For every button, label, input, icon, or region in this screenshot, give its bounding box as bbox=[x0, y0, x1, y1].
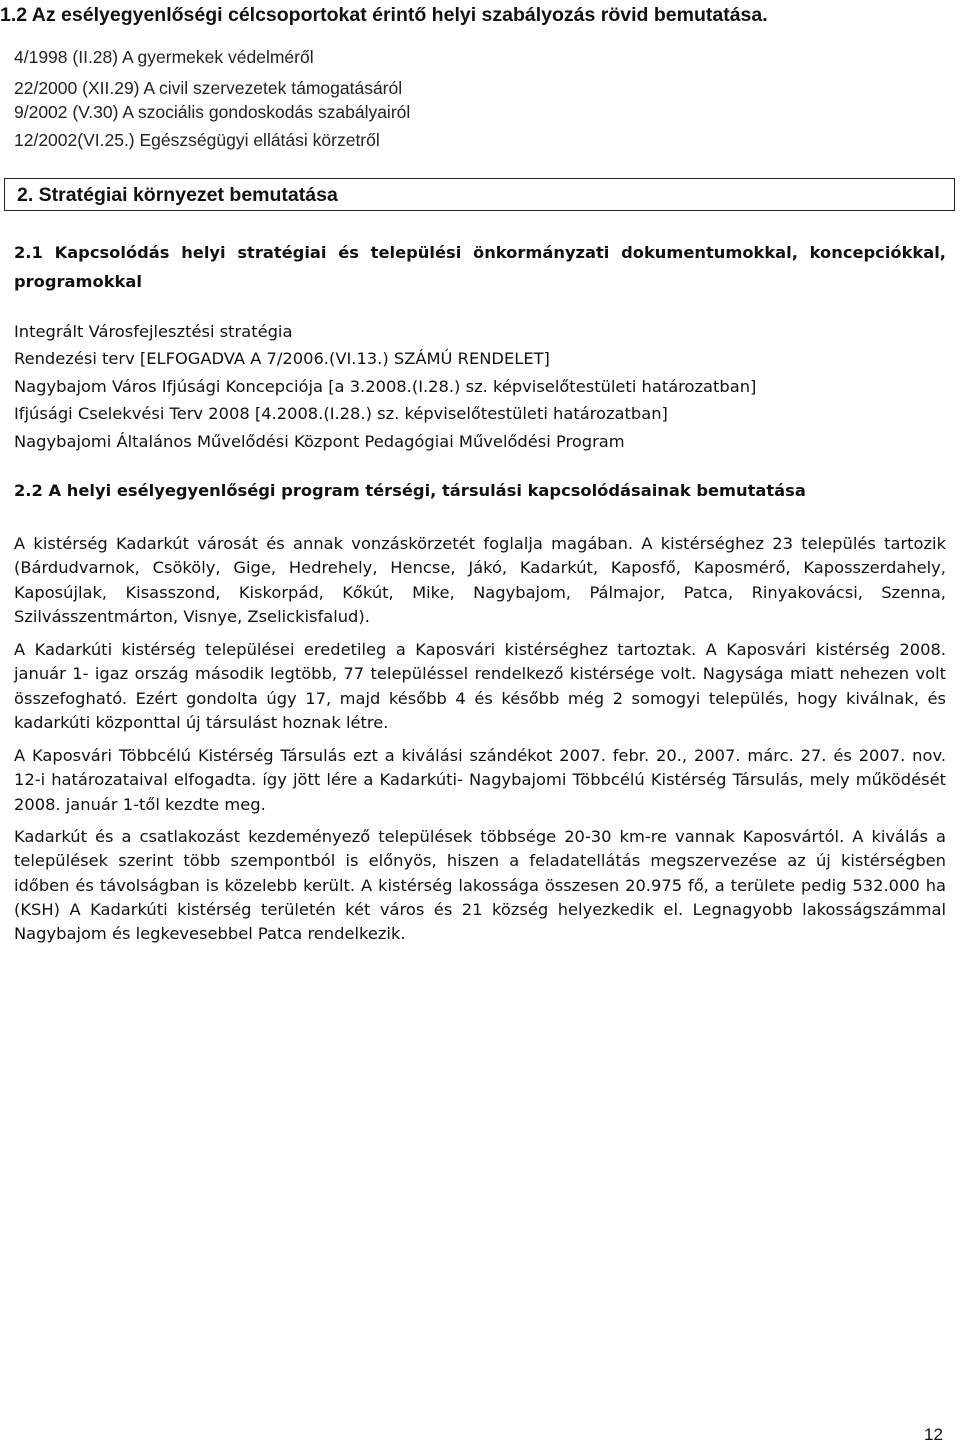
law-item: 9/2002 (V.30) A szociális gondoskodás szabályairól bbox=[14, 102, 411, 122]
body-paragraph: A kistérség Kadarkút városát és annak vonzáskörzetét foglalja magában. A kistérséghez 23 település tartozik (Bárdudvarnok, Csököly, Gige, Hedrehely, Hencse, Jákó, Kadarkút, Kaposfő, Kaposmérő, Kaposszerdahely, Kaposújlak, Kisasszond, Kiskorpád, Kőkút, Mike, Nagybajom, Pálmajor, Patca, Rinyakovácsi, Szenna, Szilvásszentmárton, Visnye, Zselickisfalud). bbox=[14, 534, 946, 626]
body-paragraph: Kadarkút és a csatlakozást kezdeményező települések többsége 20-30 km-re vannak Kaposvártól. A kiválás a települések szerint több szempontból is előnyös, hiszen a feladatellátás megszervezése az új kistérségben időben és távolságban is közelebb került. A kistérség lakossága összesen 20.975 fő, a területe pedig 532.000 ha (KSH) A Kadarkúti kistérség területén két város és 21 község helyezkedik el. Legnagyobb lakosságszámmal Nagybajom és legkevesebbel Patca rendelkezik. bbox=[14, 827, 946, 944]
body-paragraph: A Kadarkúti kistérség települései eredetileg a Kaposvári kistérséghez tartoztak. A Kaposvári kistérség 2008. január 1- igaz ország második legtöbb, 77 településsel rendelkező kistérsége volt. Nagysága miatt nehezen volt összefogható. Ezért gondolta úgy 17, majd később 4 és később még 2 somogyi település, hogy kiválnak, és kadarkúti központtal új társulást hoznak létre. bbox=[14, 640, 946, 732]
document-item: Nagybajomi Általános Művelődési Központ Pedagógiai Művelődési Program bbox=[14, 431, 625, 451]
document-item: Rendezési terv [ELFOGADVA A 7/2006.(VI.13.) SZÁMÚ RENDELET] bbox=[14, 349, 550, 369]
document-list bbox=[14, 318, 756, 455]
page-number: 12 bbox=[924, 1425, 943, 1444]
document-item: Ifjúsági Cselekvési Terv 2008 [4.2008.(I.28.) sz. képviselőtestületi határozatban] bbox=[14, 404, 668, 424]
law-item: 12/2002(VI.25.) Egészségügyi ellátási körzetről bbox=[14, 130, 380, 150]
law-item: 22/2000 (XII.29) A civil szervezetek támogatásáról bbox=[14, 78, 403, 98]
section-heading-1-2: 1.2 Az esélyegyenlőségi célcsoportokat érintő helyi szabályozás rövid bemutatása. bbox=[0, 4, 768, 26]
document-item: Nagybajom Város Ifjúsági Koncepciója [a 3.2008.(I.28.) sz. képviselőtestületi határozatban] bbox=[14, 376, 757, 396]
section-heading-2-1: 2.1 Kapcsolódás helyi stratégiai és települési önkormányzati dokumentumokkal, koncepciókkal, programokkal bbox=[14, 243, 946, 291]
section-heading-2-2: 2.2 A helyi esélyegyenlőségi program térségi, társulási kapcsolódásainak bemutatása bbox=[14, 481, 806, 500]
section-heading-2-box bbox=[4, 178, 955, 211]
law-item: 4/1998 (II.28) A gyermekek védelméről bbox=[14, 47, 314, 67]
document-item: Integrált Városfejlesztési stratégia bbox=[14, 322, 293, 341]
section-heading-2: 2. Stratégiai környezet bemutatása bbox=[17, 184, 338, 206]
body-paragraph: A Kaposvári Többcélú Kistérség Társulás ezt a kiválási szándékot 2007. febr. 20., 2007. márc. 27. és 2007. nov. 12-i határozataival elfogadta. így jött lére a Kadarkúti- Nagybajomi Többcélú Kistérség Társulás, mely működését 2008. január 1-től kezdte meg. bbox=[14, 746, 946, 814]
